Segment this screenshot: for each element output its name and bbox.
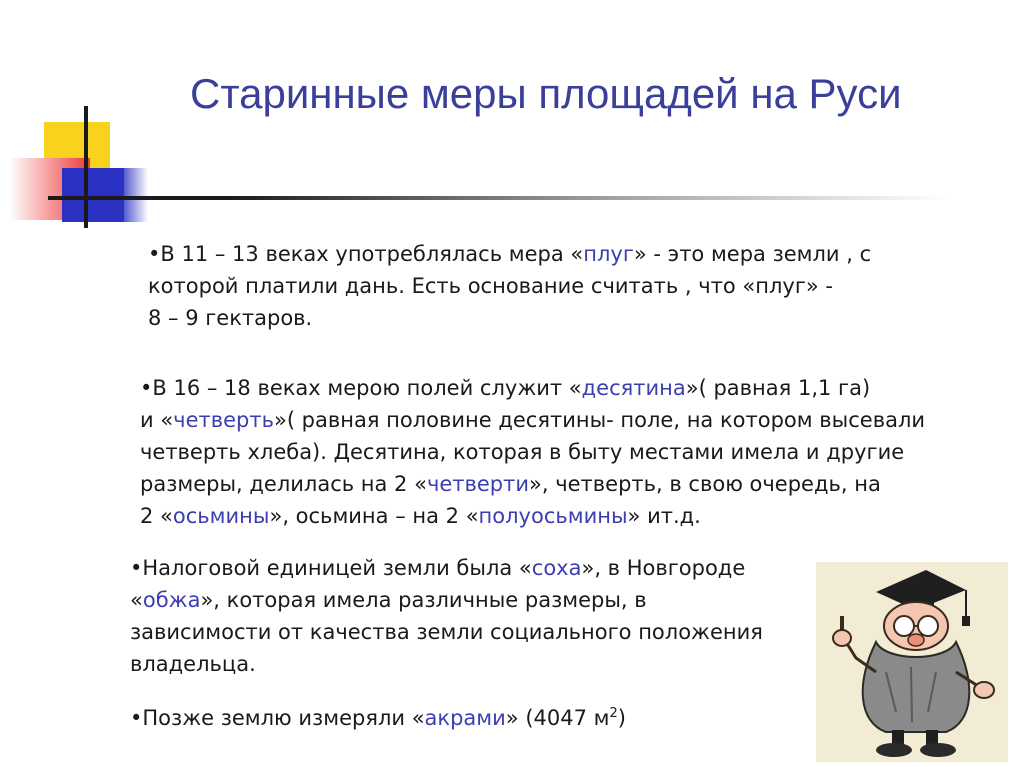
term-chetvert: четверть xyxy=(173,408,274,432)
text-line: размеры, делилась на 2 «четверти», четверть, в свою очередь, на xyxy=(140,472,881,496)
term-akr: акрами xyxy=(424,706,506,730)
text-line: владельца. xyxy=(130,652,256,676)
superscript: 2 xyxy=(609,706,618,721)
text-line: и «четверть»( равная половине десятины- поле, на котором высевали xyxy=(140,408,926,432)
term-chetverti: четверти xyxy=(426,472,530,496)
paragraph-akr xyxy=(130,698,820,734)
title-underline xyxy=(48,196,948,200)
text-line: «обжа», которая имела различные размеры, в xyxy=(130,588,647,612)
text-line: •В 11 – 13 веках употреблялась мера «плуг» - это мера земли , с xyxy=(148,242,872,266)
paragraph-desyatina xyxy=(140,372,1000,532)
professor-illustration xyxy=(816,562,1008,762)
vertical-line xyxy=(84,106,88,228)
term-desyatina: десятина xyxy=(581,376,686,400)
text-line: зависимости от качества земли социального положения xyxy=(130,620,763,644)
text-line: четверть хлеба). Десятина, которая в быту местами имела и другие xyxy=(140,440,905,464)
text-line: •Налоговой единицей земли была «соха», в Новгороде xyxy=(130,556,746,580)
decorative-corner xyxy=(0,0,200,240)
text-line: 2 «осьмины», осьмина – на 2 «полуосьмины» ит.д. xyxy=(140,504,701,528)
term-osminy: осьмины xyxy=(172,504,270,528)
term-obzha: обжа xyxy=(142,588,201,612)
text-line: 8 – 9 гектаров. xyxy=(148,306,313,330)
term-soha: соха xyxy=(531,556,582,580)
text-line: •В 16 – 18 веках мерою полей служит «десятина»( равная 1,1 га) xyxy=(140,376,871,400)
term-plug: плуг xyxy=(583,242,634,266)
paragraph-plug xyxy=(148,238,948,334)
blue-square xyxy=(62,168,124,222)
text-line: которой платили дань. Есть основание считать , что «плуг» - xyxy=(148,274,833,298)
term-poluosminy: полуосьмины xyxy=(478,504,628,528)
text-line: •Позже землю измеряли «акрами» (4047 $м^2$) xyxy=(130,706,626,730)
professor-drawing xyxy=(816,562,1008,762)
slide-title: Старинные меры площадей на Руси xyxy=(190,70,902,117)
paragraph-soha xyxy=(130,552,820,680)
blue-fade xyxy=(118,168,148,222)
